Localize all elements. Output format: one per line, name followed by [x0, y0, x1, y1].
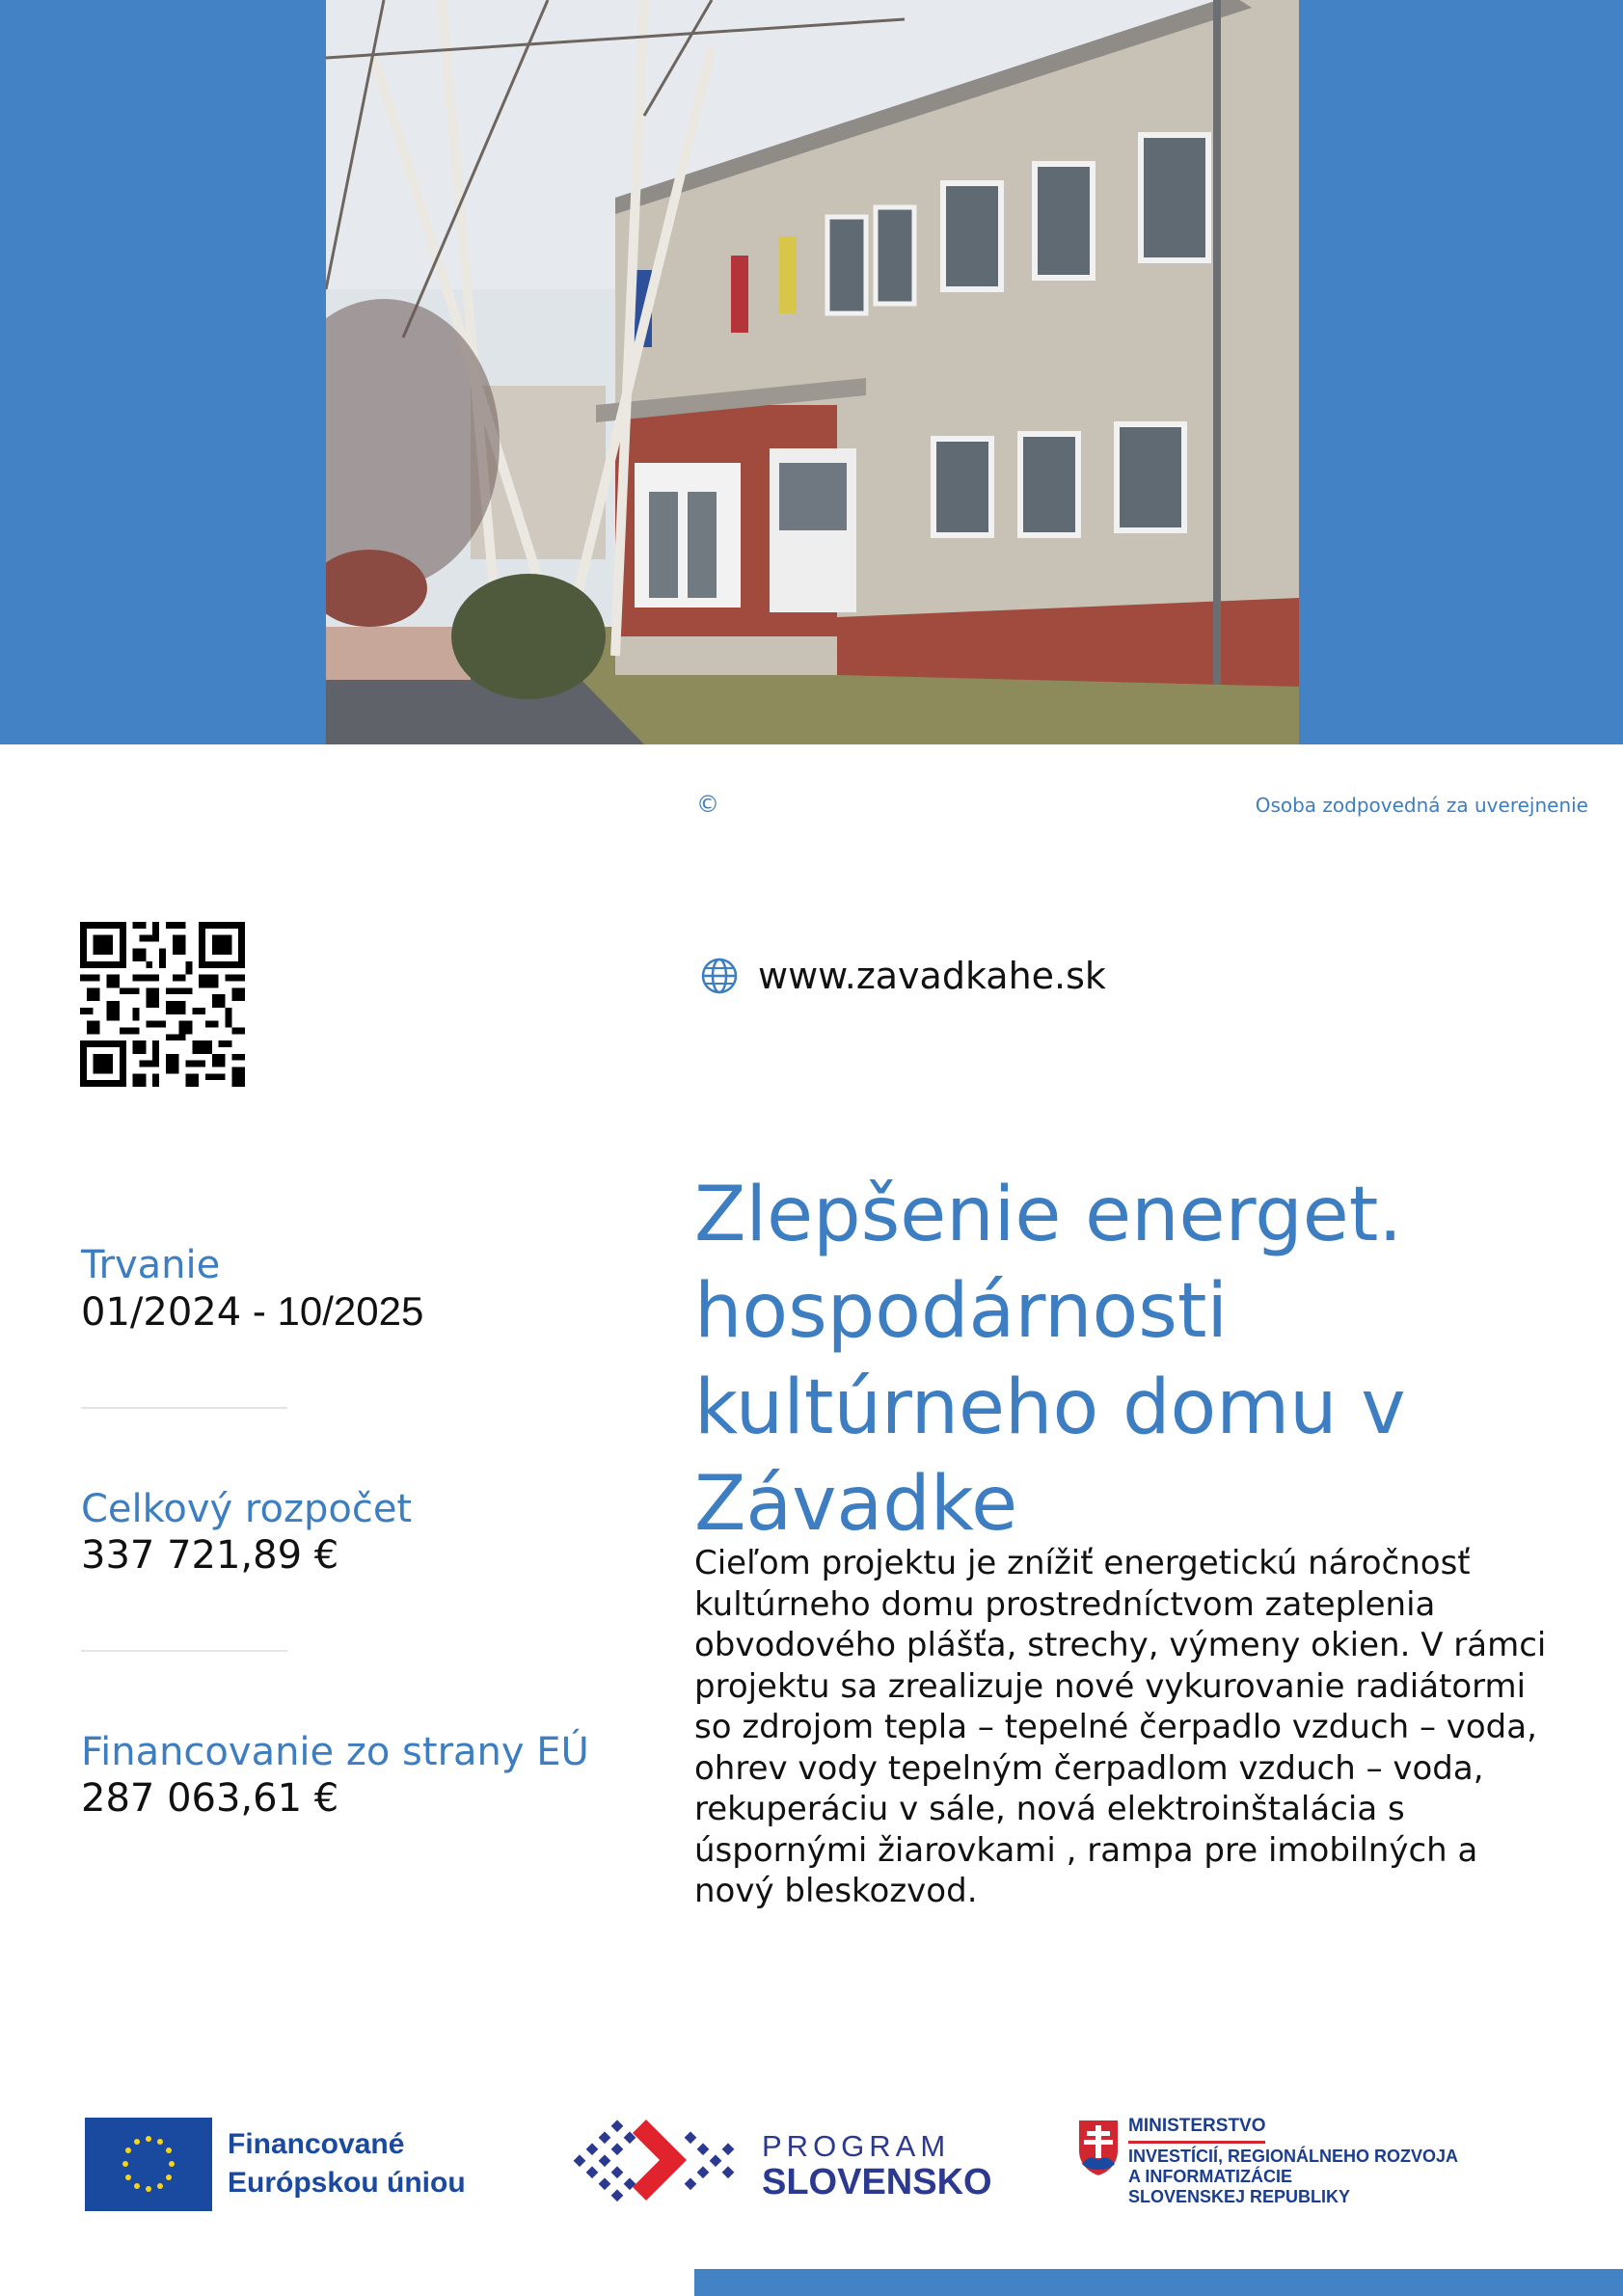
title-line: hospodárnosti [694, 1268, 1229, 1355]
bottom-accent-bar [694, 2269, 1623, 2296]
budget-value: 337 721,89 € [81, 1533, 339, 1578]
eu-logo-line: Financované [228, 2128, 405, 2160]
slovak-crest-icon [1076, 2118, 1121, 2177]
ministry-logo-rule [1128, 2141, 1265, 2144]
program-logo-line: SLOVENSKO [762, 2162, 992, 2202]
divider [81, 1407, 287, 1409]
funding-logos [0, 2112, 1623, 2218]
title-line: kultúrneho domu v [694, 1364, 1406, 1451]
ministry-logo-line: A INFORMATIZÁCIE [1128, 2167, 1292, 2186]
copyright-symbol: © [696, 791, 719, 818]
program-logo-line: PROGRAM [762, 2129, 951, 2163]
website-link[interactable] [700, 955, 1106, 997]
eu-funding-label: Financovanie zo strany EÚ [81, 1730, 589, 1774]
responsible-person-label: Osoba zodpovedná za uverejnenie [1255, 794, 1588, 817]
eu-flag-icon [85, 2118, 212, 2211]
program-slovensko-logo [571, 2118, 746, 2214]
duration-block [81, 1242, 423, 1336]
building-photo [326, 0, 1299, 744]
ministry-logo-text [1128, 2147, 1458, 2207]
duration-start: 01/2024 [81, 1290, 242, 1335]
title-line: Zlepšenie energet. [694, 1172, 1403, 1258]
eu-funding-value: 287 063,61 € [81, 1776, 339, 1821]
ministry-logo-line: MINISTERSTVO [1128, 2116, 1266, 2136]
duration-label: Trvanie [81, 1243, 221, 1287]
website-url[interactable]: www.zavadkahe.sk [758, 955, 1106, 997]
title-line: Závadke [694, 1461, 1018, 1548]
project-description: Cieľom projektu je znížiť energetickú náročnosť kultúrneho domu prostredníctvom zateplenia obvodového plášťa, strechy, výmeny okien. V rámci projektu sa zrealizuje nové vykurovanie radiátormi so zdrojom tepla – tepelné čerpadlo vzduch – voda, ohrev vody tepelným čerpadlom vzduch – voda, rekuperáciu v sále, nová elektroinštalácia s úspornými žiarovkami , rampa pre imobilných a nový bleskozvod. [694, 1544, 1547, 1910]
ministry-logo-line: INVESTÍCIÍ, REGIONÁLNEHO ROZVOJA [1128, 2147, 1459, 2166]
eu-funding-block [81, 1729, 589, 1822]
project-title [694, 1167, 1562, 1553]
divider [81, 1650, 287, 1652]
budget-block [81, 1486, 412, 1579]
eu-funding-logo-text [228, 2125, 466, 2202]
duration-end: 10/2025 [277, 1288, 424, 1334]
duration-separator: - [241, 1288, 278, 1334]
globe-icon [700, 957, 739, 995]
ministry-logo-line: SLOVENSKEJ REPUBLIKY [1128, 2187, 1351, 2206]
qr-code[interactable] [80, 922, 245, 1087]
duration-value [81, 1288, 423, 1336]
budget-label: Celkový rozpočet [81, 1487, 413, 1531]
eu-logo-line: Európskou úniou [228, 2167, 466, 2199]
